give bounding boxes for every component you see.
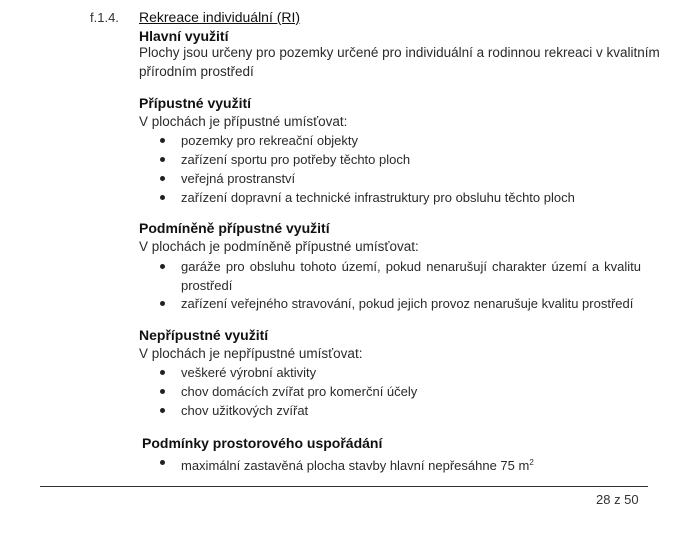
bullet-icon	[160, 301, 165, 306]
heading-nepripustne: Nepřípustné využití	[139, 327, 269, 343]
prostorove-item-text: maximální zastavěná plocha stavby hlavní nepřesáhne 75 m	[181, 458, 530, 473]
hlavni-text-line-2: přírodním prostředí	[139, 64, 254, 79]
bullet-icon	[160, 460, 165, 465]
heading-hlavni: Hlavní využití	[139, 28, 229, 44]
podminecne-intro: V plochách je podmíněně přípustné umísťovat:	[139, 239, 419, 254]
footer-divider	[40, 486, 648, 487]
hlavni-text-line-1: Plochy jsou určeny pro pozemky určené pro individuální a rodinnou rekreaci v kvalitním	[139, 45, 660, 60]
heading-prostorove: Podmínky prostorového uspořádání	[142, 435, 383, 451]
section-number: f.1.4.	[90, 10, 119, 25]
bullet-icon	[160, 195, 165, 200]
heading-podminecne: Podmíněně přípustné využití	[139, 220, 330, 236]
bullet-icon	[160, 157, 165, 162]
nepripustne-intro: V plochách je nepřípustné umísťovat:	[139, 346, 363, 361]
bullet-icon	[160, 138, 165, 143]
section-title: Rekreace individuální (RI)	[139, 9, 301, 25]
bullet-icon	[160, 389, 165, 394]
pripustne-intro: V plochách je přípustné umísťovat:	[139, 114, 348, 129]
heading-pripustne: Přípustné využití	[139, 95, 252, 111]
bullet-icon	[160, 264, 165, 269]
bullet-icon	[160, 176, 165, 181]
superscript: 2	[529, 458, 534, 467]
bullet-icon	[160, 370, 165, 375]
document-page: f.1.4. Rekreace individuální (RI) Hlavní využití Plochy jsou určeny pro pozemky určené pro individuální a rodinnou rekreaci v kvalitním přírodním prostředí Přípustné využití V plochách je přípustné umísťovat: pozemky pro rekreační objekty zařízení sportu pro potřeby těchto ploch veřejná prostranství zařízení dopravní a technické infrastruktury pro obsluhu těchto ploch Podmíněně přípustné využití V plochách je podmíněně přípustné umísťovat: garáže pro obsluhu tohoto území, pokud nenarušují charakter území a kvalitu prostředí zařízení veřejného stravování, pokud jejich provoz nenarušuje kvalitu prostředí Nepřípustné využití V plochách je nepřípustné umísťovat: veškeré výrobní aktivity chov domácích zvířat pro komerční účely chov užitkových zvířat Podmínky prostorového uspořádání maximální zastavěná plocha stavby hlavní nepřesáhne 75 $m^2$ 28 z 50	[0, 0, 686, 541]
bullet-icon	[160, 408, 165, 413]
page-number: 28 z 50	[596, 492, 639, 507]
